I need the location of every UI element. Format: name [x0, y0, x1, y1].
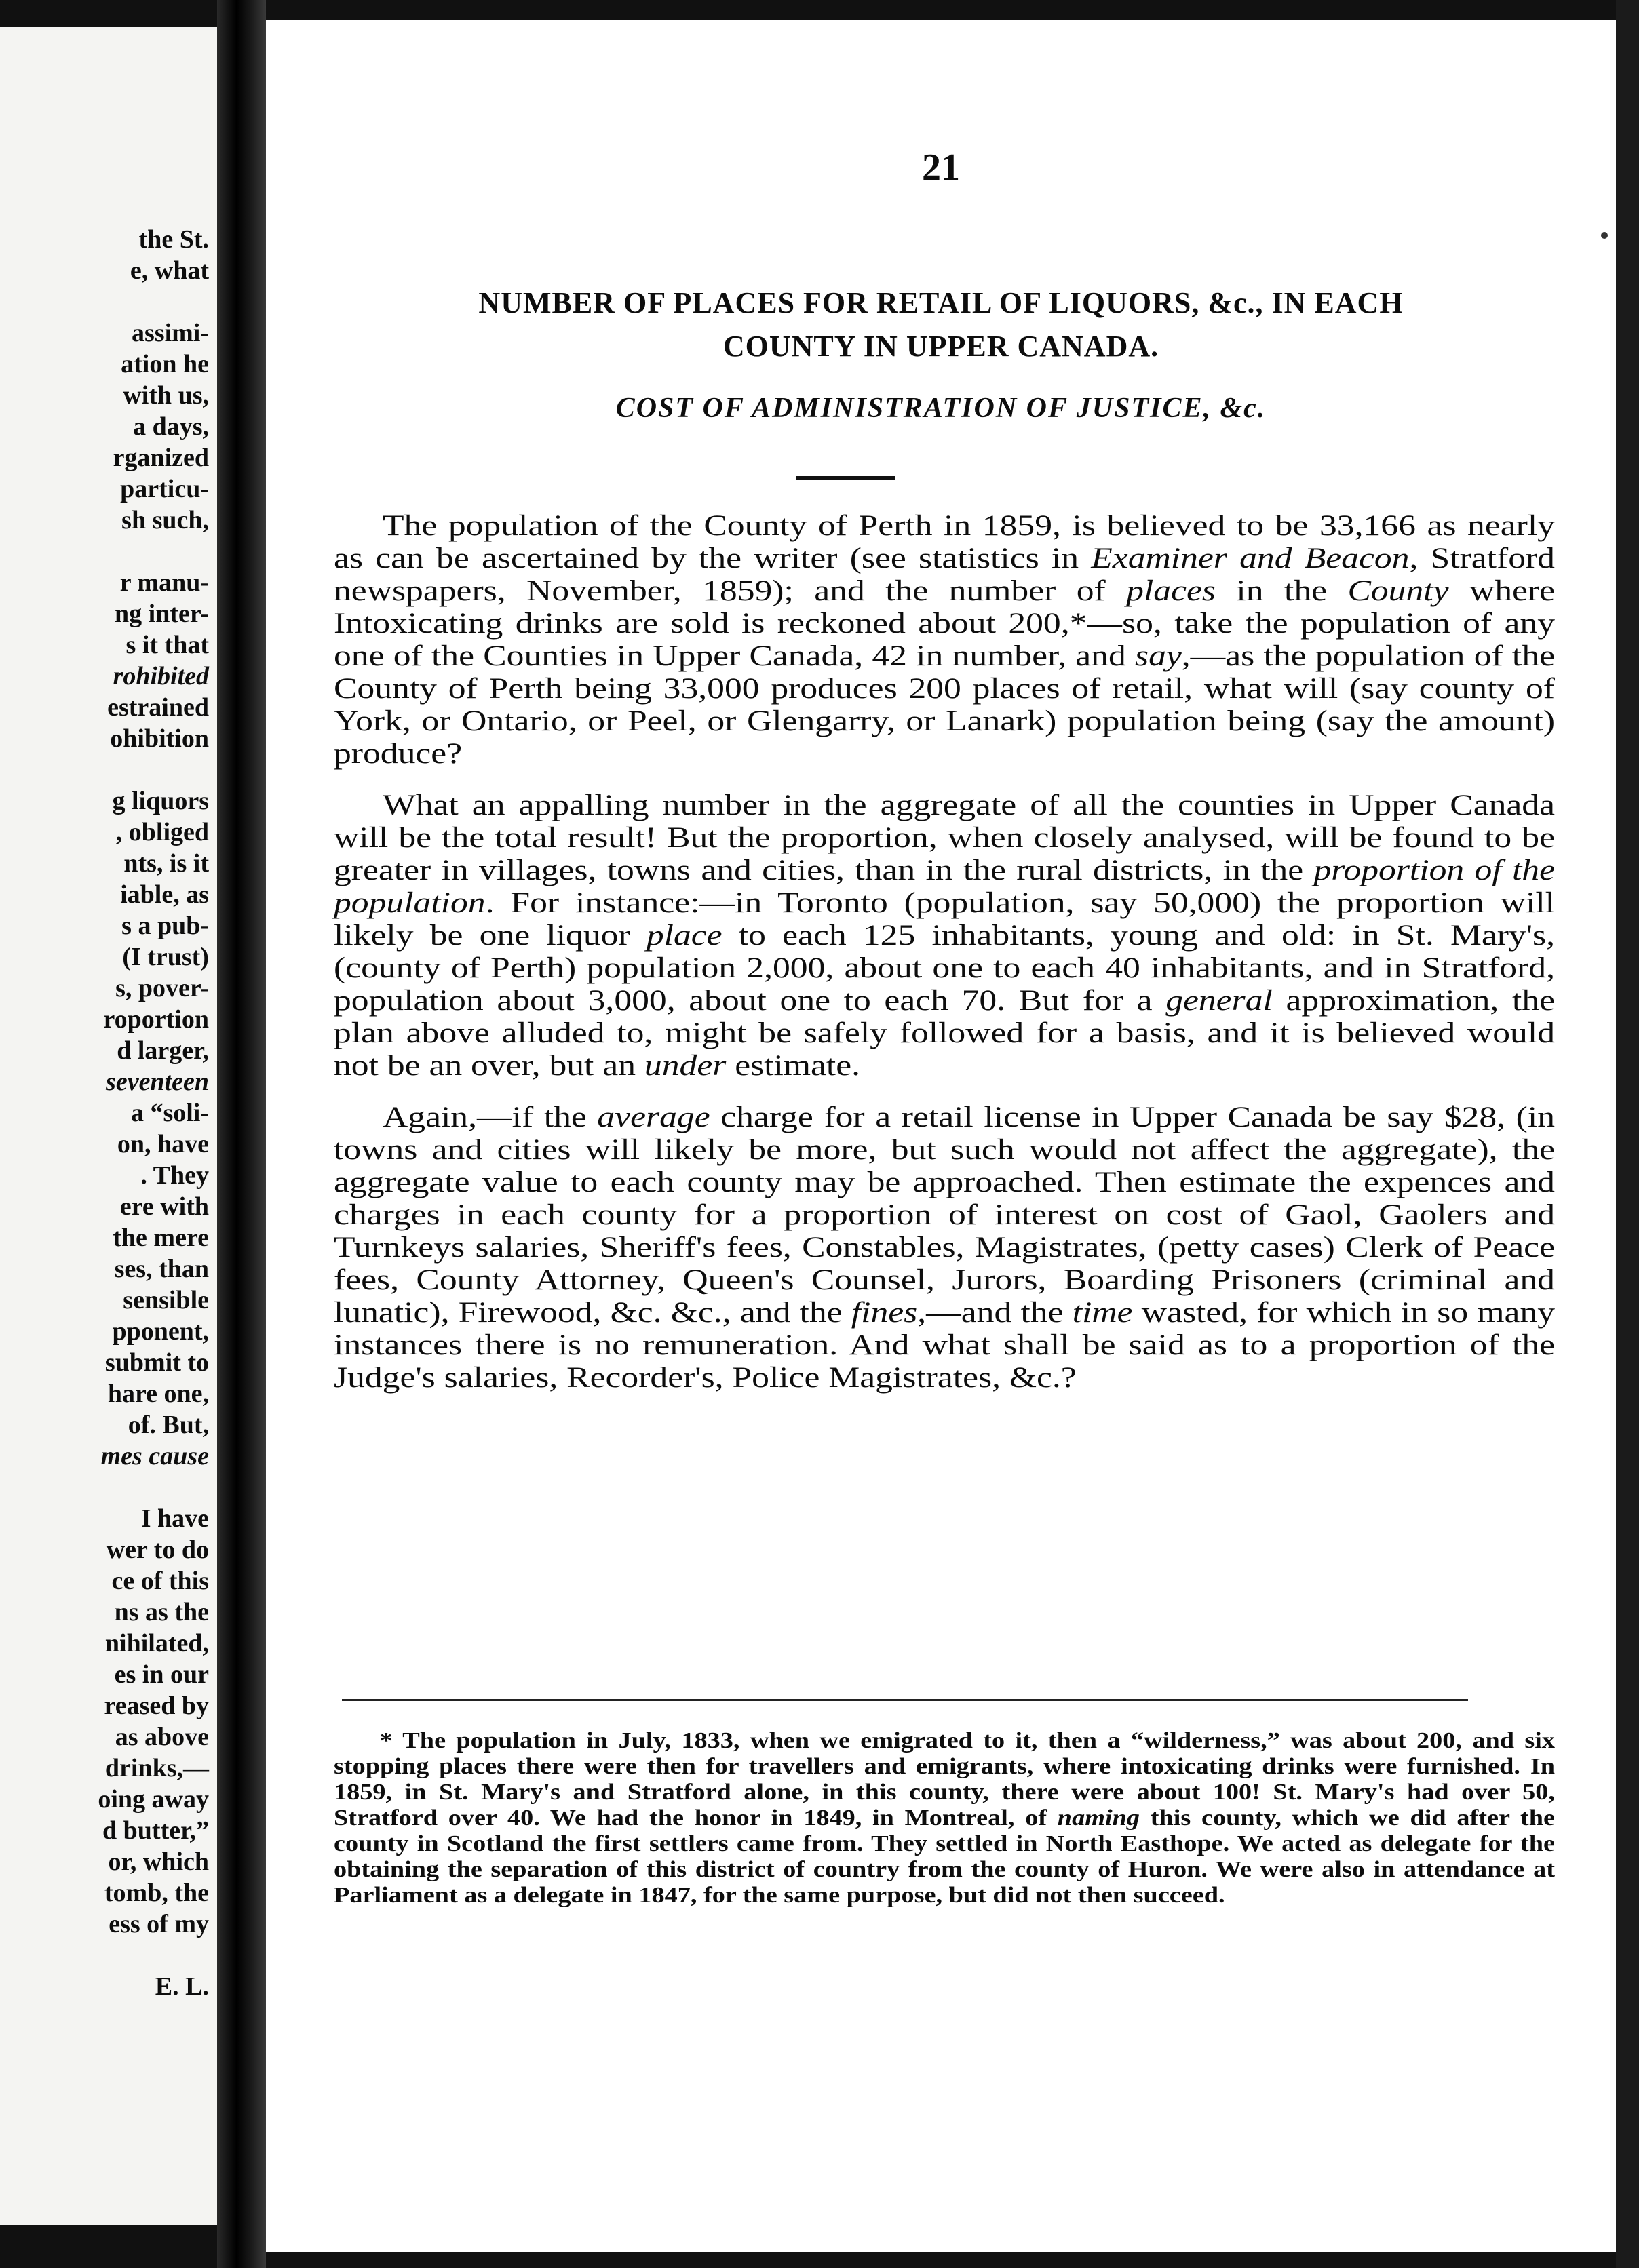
- left-page-line: pponent,: [112, 1317, 209, 1346]
- left-page-line: ess of my: [109, 1910, 209, 1938]
- footnote-text: * The population in July, 1833, when we emigrated to it, then a “wilderness,” was about 200, and six stopping places there were then for travellers and emigrants, where intoxicating drinks were furnished. In 1859, in St. Mary's and Stratford alone, in this county, there were about 100! St. Mary's had over 50, Stratford over 40. We had the honor in 1849, in Montreal, of naming this county, which we did after the county in Scotland the first settlers came from. They settled in North Easthope. We acted as delegate for the obtaining the separation of this district of country from the county of Huron. We were also in attendance at Parliament as a delegate in 1847, for the same purpose, but did not then succeed.: [334, 1728, 1555, 1908]
- left-page-line: ation he: [121, 350, 209, 378]
- paragraph-2: What an appalling number in the aggregate of all the counties in Upper Canada will be the total result! But the proportion, when closely analysed, will be found to be greater in villages, towns and cities, than in the rural districts, in the proportion of the population. For instance:—in Toronto (population, say 50,000) the proportion will likely be one liquor place to each 125 inhabitants, young and old: in St. Mary's, (county of Perth) population 2,000, about one to each 40 inhabitants, and in Stratford, population about 3,000, about one to each 70. But for a general approximation, the plan above alluded to, might be safely followed for a basis, and it is believed would not be an over, but an under estimate.: [334, 789, 1556, 1082]
- left-page-line: wer to do: [106, 1536, 209, 1564]
- scan-speck: [1601, 232, 1608, 239]
- left-page-line: r manu-: [119, 568, 209, 597]
- left-page-line: d larger,: [117, 1036, 209, 1065]
- left-page-line: drinks,—: [104, 1754, 209, 1782]
- left-page-line: the mere: [113, 1224, 209, 1252]
- left-page-line: a “soli-: [130, 1099, 209, 1127]
- left-page-line: I have: [140, 1504, 209, 1533]
- left-page-line: (I trust): [122, 943, 209, 971]
- left-page-line: d butter,”: [102, 1816, 209, 1845]
- left-page-line: s it that: [126, 631, 209, 659]
- left-page-line: rganized: [113, 444, 209, 472]
- left-page-line: particu-: [120, 475, 209, 503]
- left-page-line: s a pub-: [121, 912, 209, 940]
- left-page-line: or, which: [108, 1847, 209, 1876]
- page-title: [307, 281, 1575, 368]
- left-page-line: mes cause: [100, 1442, 209, 1470]
- footnote: [334, 1728, 1555, 1909]
- left-page-line: ses, than: [114, 1255, 209, 1283]
- left-page-line: as above: [115, 1723, 209, 1751]
- left-page-line: . They: [140, 1161, 209, 1190]
- left-page-line: ns as the: [114, 1598, 209, 1626]
- left-page-line: roportion: [103, 1005, 209, 1034]
- page-title-line-2: COUNTY IN UPPER CANADA.: [722, 330, 1159, 363]
- body-text: [334, 510, 1555, 1413]
- paragraph-3: Again,—if the average charge for a retail license in Upper Canada be say $28, (in towns and cities will likely be more, but such would not affect the aggregate), the aggregate value to each county may be approached. Then estimate the expences and charges in each county for a proportion of interest on cost of Gaol, Gaolers and Turnkeys salaries, Sheriff's fees, Constables, Magistrates, (petty cases) Clerk of Peace fees, County Attorney, Queen's Counsel, Jurors, Boarding Prisoners (criminal and lunatic), Firewood, &c. &c., and the fines,—and the time wasted, for which in so many instances there is no remuneration. And what shall be said as to a proportion of the Judge's salaries, Recorder's, Police Magistrates, &c.?: [334, 1101, 1555, 1394]
- footnote-divider: [342, 1699, 1468, 1701]
- left-page-line: sh such,: [121, 506, 209, 534]
- paragraph-1: The population of the County of Perth in 1859, is believed to be 33,166 as nearly as can be ascertained by the writer (see statistics in Examiner and Beacon, Stratford newspapers, November, 1859); and the number of places in the County where Intoxicating drinks are sold is reckoned about 200,*—so, take the population of any one of the Counties in Upper Canada, 42 in number, and say,—as the population of the County of Perth being 33,000 produces 200 places of retail, what will (say county of York, or Ontario, or Peel, or Glengarry, or Lanark) population being (say the amount) produce?: [334, 510, 1555, 770]
- left-page-line: rohibited: [113, 662, 209, 690]
- left-page-line: s, pover-: [115, 974, 209, 1002]
- left-page-line: hare one,: [107, 1380, 209, 1408]
- page-subtitle: COST OF ADMINISTRATION OF JUSTICE, &c.: [615, 393, 1267, 424]
- left-page-line: a days,: [133, 412, 209, 441]
- page-number: 21: [922, 146, 960, 189]
- left-page-line: of. But,: [128, 1411, 209, 1439]
- left-page-line: assimi-: [132, 319, 209, 347]
- left-page-line: , obliged: [115, 818, 209, 846]
- left-page-fragment: [0, 27, 217, 2225]
- left-page-line: nts, is it: [123, 849, 209, 878]
- left-page-line: ce of this: [111, 1567, 209, 1595]
- book-spine: [217, 0, 266, 2268]
- left-page-line: ohibition: [110, 724, 209, 753]
- left-page-line: oing away: [98, 1785, 209, 1814]
- page-title-line-1: NUMBER OF PLACES FOR RETAIL OF LIQUORS, &c., IN EACH: [478, 286, 1404, 319]
- left-page-line: iable, as: [120, 880, 209, 909]
- left-page-line: sensible: [123, 1286, 209, 1314]
- main-page: [266, 20, 1616, 2252]
- page-edge-shadow: [1616, 0, 1639, 2268]
- left-page-line: reased by: [104, 1692, 209, 1720]
- left-page-line: g liquors: [112, 787, 209, 815]
- left-page-line: the St.: [138, 225, 209, 254]
- left-page-line: ere with: [119, 1192, 209, 1221]
- left-page-line: e, what: [130, 256, 209, 285]
- left-page-line: es in our: [114, 1660, 209, 1689]
- left-page-line: ng inter-: [115, 600, 209, 628]
- left-page-line: with us,: [123, 381, 209, 410]
- left-page-line: on, have: [117, 1130, 209, 1158]
- left-page-line: tomb, the: [104, 1879, 209, 1907]
- left-page-line: submit to: [104, 1348, 209, 1377]
- left-page-line: seventeen: [106, 1068, 209, 1096]
- section-divider: [796, 476, 895, 480]
- left-page-line: estrained: [107, 693, 209, 722]
- left-page-line: E. L.: [155, 1972, 209, 2001]
- left-page-line: nihilated,: [104, 1629, 209, 1658]
